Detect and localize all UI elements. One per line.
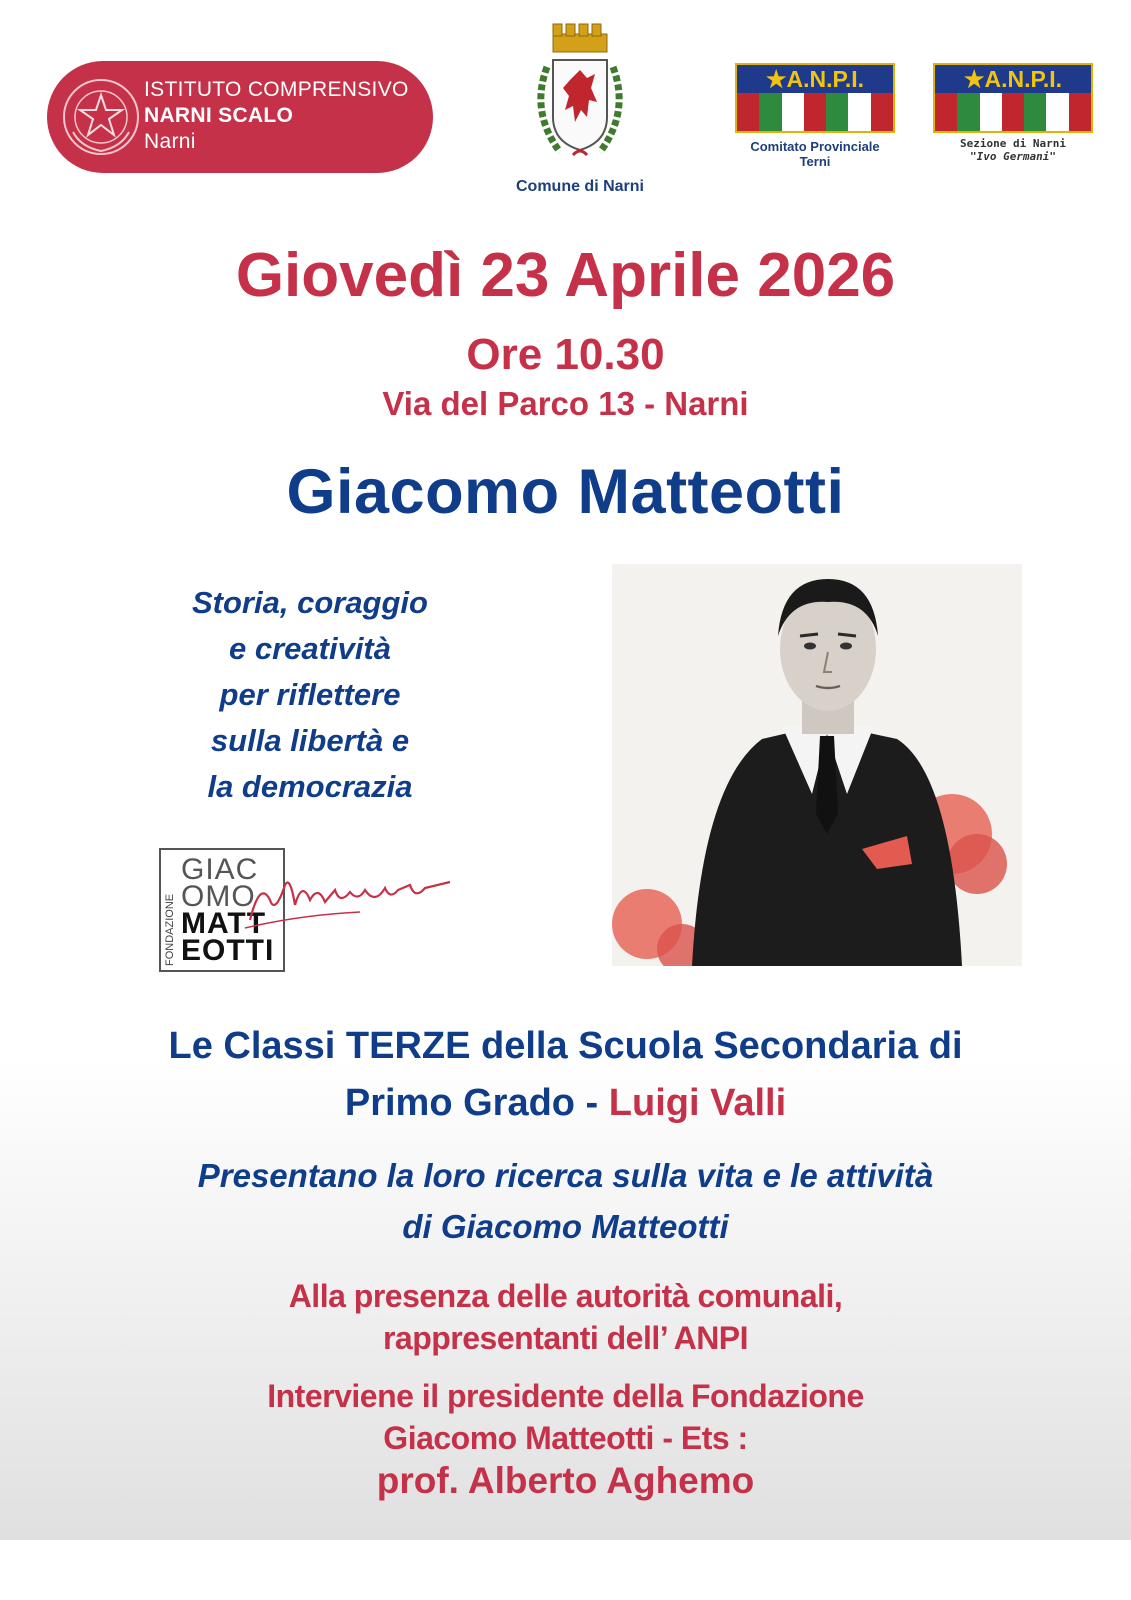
- signature-icon: [240, 860, 460, 940]
- authorities-line1: Alla presenza delle autorità comunali,: [288, 1278, 843, 1314]
- anpi-caption: Comitato Provinciale Terni: [750, 139, 880, 169]
- comune-logo: [500, 22, 660, 202]
- foundation-side-text: FONDAZIONE: [164, 893, 176, 966]
- school-logo: [47, 61, 433, 173]
- event-time: Ore 10.30: [466, 330, 665, 379]
- tricolor-flag-icon: [735, 93, 895, 133]
- foundation-word-row: GIAC: [181, 853, 259, 886]
- foundation-word-row: EOTTI: [181, 934, 275, 967]
- authorities-text: [0, 1275, 1131, 1359]
- anpi-title: ★A.N.P.I.: [735, 63, 895, 93]
- classes-line1: Le Classi TERZE della Scuola Secondaria di: [168, 1025, 963, 1067]
- authorities-line2: rappresentanti dell’ ANPI: [382, 1320, 749, 1356]
- school-name-line2: NARNI SCALO: [144, 104, 294, 127]
- comune-label: Comune di Narni: [515, 178, 644, 195]
- tricolor-flag-icon: [933, 93, 1093, 133]
- speaker-intro-line2: Giacomo Matteotti - Ets :: [383, 1420, 748, 1456]
- tagline: [160, 580, 460, 810]
- classes-line2-prefix: Primo Grado -: [344, 1082, 609, 1124]
- crest-icon: [525, 22, 635, 172]
- tagline-line: Storia, coraggio: [192, 585, 428, 620]
- anpi-title: ★A.N.P.I.: [933, 63, 1093, 93]
- school-name-line1: ISTITUTO COMPRENSIVO: [144, 78, 409, 101]
- presentation-line2: di Giacomo Matteotti: [402, 1208, 729, 1245]
- anpi-section: Sezione di Narni: [960, 137, 1066, 150]
- portrait-image: [612, 564, 1022, 966]
- classes-text: [0, 1018, 1131, 1132]
- foundation-side-label: [161, 850, 177, 970]
- school-town: Narni: [144, 130, 196, 153]
- school-name-highlight: Luigi Valli: [608, 1082, 787, 1124]
- republic-emblem-icon: [61, 77, 141, 157]
- event-subject: Giacomo Matteotti: [286, 457, 845, 527]
- event-venue: Via del Parco 13 - Narni: [382, 385, 749, 422]
- presentation-line1: Presentano la loro ricerca sulla vita e le attività: [197, 1157, 934, 1194]
- speaker-intro-line1: Interviene il presidente della Fondazione: [267, 1378, 864, 1414]
- anpi-section-name: "Ivo Germani": [969, 150, 1057, 163]
- tagline-line: sulla libertà e: [210, 723, 410, 758]
- foundation-word-row: MATT: [181, 907, 267, 940]
- classes-line2: [0, 1075, 1131, 1132]
- presentation-text: [0, 1150, 1131, 1252]
- anpi-logo-provincial: [735, 63, 895, 169]
- tagline-line: e creatività: [229, 631, 391, 666]
- speaker-name: prof. Alberto Aghemo: [376, 1460, 755, 1501]
- tagline-line: per riflettere: [219, 677, 401, 712]
- tagline-line: la democrazia: [207, 769, 413, 804]
- speaker-intro-text: [0, 1375, 1131, 1459]
- anpi-logo-narni: [933, 63, 1093, 163]
- bottom-band: [0, 1540, 1131, 1600]
- foundation-word-row: OMO: [181, 880, 256, 913]
- event-date: Giovedì 23 Aprile 2026: [235, 241, 896, 310]
